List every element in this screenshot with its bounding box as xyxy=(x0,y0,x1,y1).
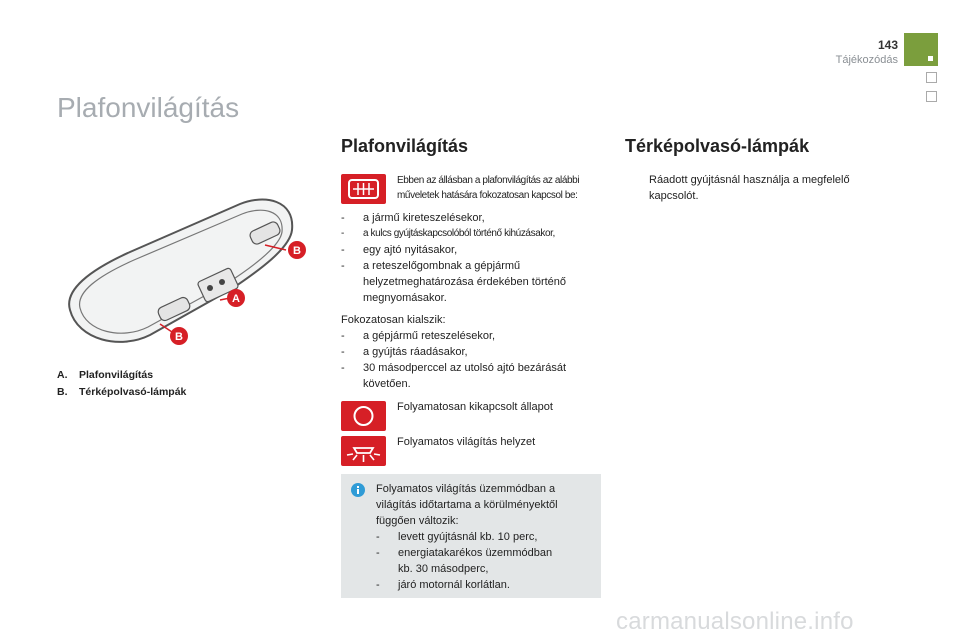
map-lamps-heading: Térképolvasó-lámpák xyxy=(625,136,810,156)
off-conditions-list xyxy=(341,312,601,392)
ceiling-intro: Ebben az állásban a plafonvilágítás az alábbi műveletek hatására fokozatosan kapcsol be: xyxy=(397,175,580,201)
watermark: carmanualsonline.info xyxy=(616,608,854,635)
list-item: - egy ajtó nyitásakor, xyxy=(341,244,458,256)
door-mode-icon xyxy=(341,174,386,204)
map-lamps-text: Ráadott gyújtásnál használja a megfelelő kapcsolót. xyxy=(649,174,850,202)
list-item: - a gyújtás ráadásakor, xyxy=(341,346,468,358)
off-state-label: Folyamatosan kikapcsolt állapot xyxy=(397,401,553,413)
ceiling-heading: Plafonvilágítás xyxy=(341,136,469,156)
ceiling-lamp-illustration xyxy=(60,190,310,355)
label-b-top: B xyxy=(293,245,301,257)
permanent-mode-icon xyxy=(341,436,386,466)
list-item: - levett gyújtásnál kb. 10 perc, xyxy=(376,531,538,543)
page-number: 143 xyxy=(877,38,898,52)
list-item: - 30 másodperccel az utolsó ajtó bezárását követően. xyxy=(341,362,567,390)
legend-item: A. Plafonvilágítás xyxy=(57,369,154,381)
chapter-tab[interactable] xyxy=(926,72,937,83)
info-icon xyxy=(351,483,365,497)
legend-item: B. Térképolvasó-lámpák xyxy=(57,386,187,398)
list-item: - a kulcs gyújtáskapcsolóból történő kihúzásakor, xyxy=(341,228,555,239)
tab-marker xyxy=(928,56,933,61)
list-item: - járó motornál korlátlan. xyxy=(376,579,510,591)
list-item: - a reteszelőgombnak a gépjármű helyzetmeghatározása érdekében történő megnyomásakor. xyxy=(341,260,567,304)
label-b-bottom: B xyxy=(175,331,183,343)
info-box xyxy=(341,474,601,598)
info-text: Folyamatos világítás üzemmódban a világítás időtartama a körülményektől függően változik: - levett gyújtásnál kb. 10 perc, - energiatakarékos üzemmódban kb. 30 másodperc, - járó motornál korlátlan. xyxy=(376,481,598,593)
section-name: Tájékozódás xyxy=(835,54,898,66)
list-item: - a jármű kireteszelésekor, xyxy=(341,212,485,224)
page-title: Plafonvilágítás xyxy=(57,92,240,123)
list-item: - a gépjármű reteszelésekor, xyxy=(341,330,496,342)
off-mode-icon xyxy=(341,401,386,431)
list-item: - energiatakarékos üzemmódban kb. 30 másodperc, xyxy=(376,547,553,575)
off-title: Fokozatosan kialszik: xyxy=(341,314,446,326)
chapter-tab-active[interactable] xyxy=(904,33,938,66)
on-conditions-list xyxy=(341,210,601,306)
figure-legend xyxy=(57,367,186,401)
label-a: A xyxy=(232,293,240,305)
on-state-label: Folyamatos világítás helyzet xyxy=(397,436,536,448)
chapter-tab[interactable] xyxy=(926,91,937,102)
